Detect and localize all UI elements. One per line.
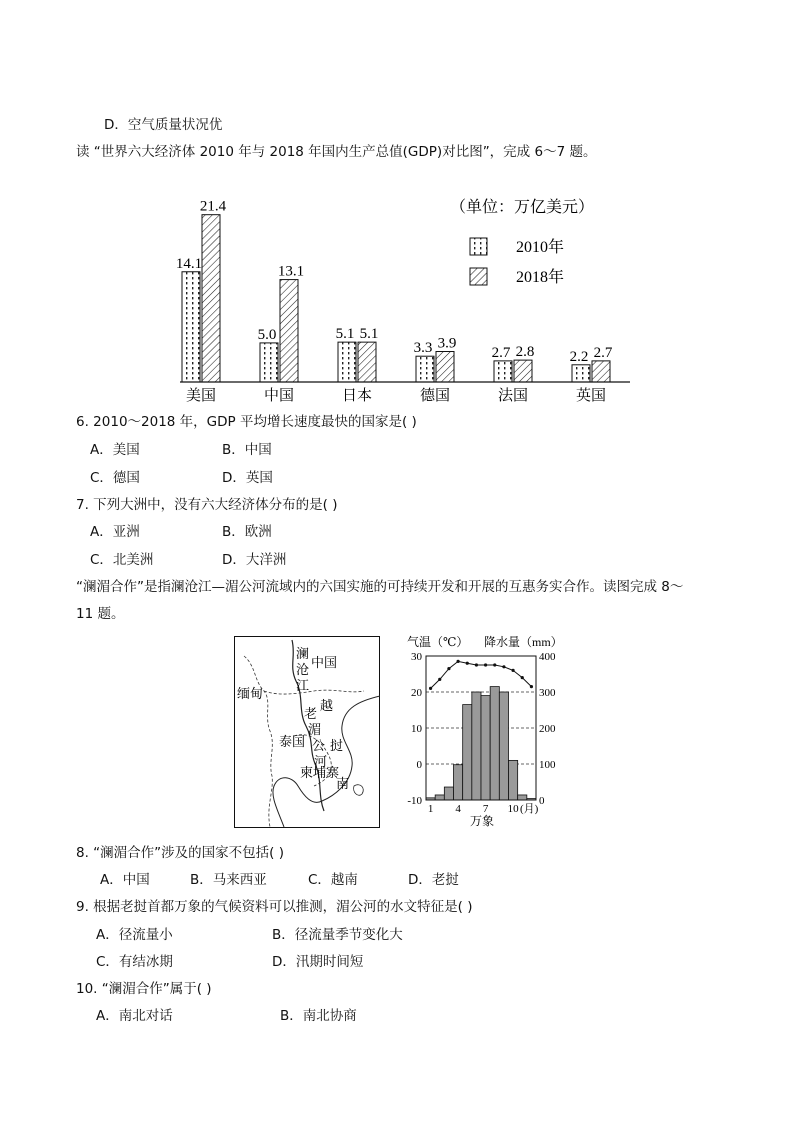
- map-label-jiang: 江: [296, 678, 310, 693]
- map-label-lan: 澜: [296, 646, 310, 661]
- gdp-category-label-0: 美国: [185, 388, 217, 404]
- temp-axis-title: 气温（℃）: [407, 635, 469, 649]
- question-8: 8. “澜湄合作”涉及的国家不包括( ): [76, 845, 284, 861]
- precip-bar-5: [463, 705, 472, 800]
- map-label-nan: 南: [336, 776, 350, 791]
- temperature-line: [431, 661, 532, 688]
- gdp-bar-2010-5: [572, 365, 590, 382]
- precip-bar-7: [481, 696, 490, 800]
- temp-point-4: [456, 660, 459, 663]
- legend-2010-label: 2010年: [516, 239, 565, 256]
- gdp-bar-2010-1: [260, 343, 278, 382]
- legend-2018-swatch: [470, 268, 487, 285]
- precip-bar-3: [444, 787, 453, 800]
- q7-option-d: D．大洋洲: [222, 552, 287, 568]
- mekong-map: [234, 636, 380, 828]
- precip-bar-9: [499, 692, 508, 800]
- q8-option-a: A．中国: [100, 872, 150, 888]
- gdp-category-label-2: 日本: [341, 388, 373, 404]
- month-tick-label: 1: [427, 803, 434, 815]
- precip-tick-label: 300: [539, 687, 556, 699]
- q8-option-b: B．马来西亚: [190, 872, 267, 888]
- gdp-value-label-2010-3: 3.3: [413, 340, 433, 357]
- q10-option-b: B．南北协商: [280, 1008, 357, 1024]
- temp-point-2: [438, 678, 441, 681]
- gdp-bar-2018-5: [592, 361, 610, 382]
- precip-axis-title: 降水量（mm）: [484, 635, 563, 649]
- gdp-value-label-2010-2: 5.1: [335, 326, 355, 343]
- map-label-cang: 沧: [296, 662, 310, 677]
- map-label-gong: 公: [312, 738, 326, 753]
- q9-option-c: C．有结冰期: [96, 954, 173, 970]
- temp-point-6: [475, 663, 478, 666]
- gdp-bar-2010-3: [416, 356, 434, 382]
- gdp-value-label-2010-4: 2.7: [491, 344, 511, 361]
- temp-tick-label: -10: [407, 795, 422, 807]
- q6-option-d: D．英国: [222, 470, 273, 486]
- gdp-value-label-2018-5: 2.7: [593, 344, 613, 361]
- temp-tick-label: 10: [411, 723, 422, 735]
- q7-option-c: C．北美洲: [90, 552, 154, 568]
- question-9: 9. 根据老挝首都万象的气候资料可以推测，湄公河的水文特征是( ): [76, 899, 473, 915]
- map-label-cambodia: 柬埔寨: [300, 765, 340, 780]
- map-label-yue: 越: [320, 698, 334, 713]
- map-label-wo: 挝: [330, 738, 344, 753]
- question-6: 6. 2010～2018 年，GDP 平均增长速度最快的国家是( ): [76, 414, 417, 430]
- precip-bar-2: [435, 795, 444, 800]
- q8-option-c: C．越南: [308, 872, 358, 888]
- intro-lancang-mekong-cont: 11 题。: [76, 606, 125, 622]
- gdp-unit-label: （单位：万亿美元）: [450, 199, 595, 216]
- map-label-myanmar: 缅甸: [237, 686, 264, 701]
- q6-option-c: C．德国: [90, 470, 140, 486]
- gdp-bar-2010-0: [182, 272, 200, 382]
- gdp-category-label-5: 英国: [575, 388, 607, 404]
- gdp-bar-2018-0: [202, 215, 220, 382]
- temp-point-8: [493, 663, 496, 666]
- gdp-value-label-2018-1: 13.1: [277, 263, 305, 280]
- gdp-value-label-2018-4: 2.8: [515, 344, 535, 361]
- gdp-bar-2018-4: [514, 360, 532, 382]
- temp-point-12: [530, 685, 533, 688]
- gdp-value-label-2018-2: 5.1: [359, 326, 379, 343]
- q5-option-d: D．空气质量状况优: [104, 117, 223, 133]
- gdp-category-label-3: 德国: [419, 388, 451, 404]
- precip-tick-label: 0: [539, 795, 545, 807]
- temp-point-10: [511, 669, 514, 672]
- gdp-category-label-4: 法国: [497, 388, 529, 404]
- intro-lancang-mekong: “澜湄合作”是指澜沧江—湄公河流域内的六国实施的可持续开发和开展的互惠务实合作。读图完成 8～: [76, 579, 684, 595]
- month-tick-label: 4: [455, 803, 461, 815]
- gdp-category-label-1: 中国: [263, 388, 295, 404]
- temp-point-7: [484, 663, 487, 666]
- gdp-value-label-2010-1: 5.0: [257, 326, 277, 343]
- gdp-bar-2018-1: [280, 280, 298, 382]
- precip-bar-8: [490, 687, 499, 800]
- precip-bar-11: [518, 795, 527, 800]
- temp-tick-label: 20: [411, 687, 422, 699]
- temp-point-11: [521, 676, 524, 679]
- precip-tick-label: 400: [539, 651, 556, 663]
- gdp-value-label-2010-5: 2.2: [569, 348, 589, 365]
- q7-option-a: A．亚洲: [90, 524, 140, 540]
- temp-tick-label: 0: [416, 759, 422, 771]
- precip-tick-label: 100: [539, 759, 556, 771]
- q9-option-a: A．径流量小: [96, 927, 173, 943]
- q9-option-b: B．径流量季节变化大: [272, 927, 403, 943]
- q6-option-b: B．中国: [222, 442, 272, 458]
- q7-option-b: B．欧洲: [222, 524, 272, 540]
- gdp-value-label-2018-0: 21.4: [199, 198, 227, 215]
- temp-point-3: [447, 667, 450, 670]
- question-10: 10. “澜湄合作”属于( ): [76, 981, 212, 997]
- map-label-lao: 老: [304, 706, 318, 721]
- map-label-thailand: 泰国: [279, 734, 306, 749]
- climate-station-label: 万象: [470, 814, 495, 828]
- gdp-bar-2010-2: [338, 342, 356, 382]
- precip-bar-10: [509, 760, 518, 800]
- map-label-mei: 湄: [308, 722, 322, 737]
- climate-chart: [392, 632, 572, 828]
- gdp-bar-2018-2: [358, 342, 376, 382]
- temp-tick-label: 30: [411, 651, 422, 663]
- intro-gdp: 读 “世界六大经济体 2010 年与 2018 年国内生产总值(GDP)对比图”，完成 6～7 题。: [76, 144, 597, 160]
- month-tick-label: 10: [507, 803, 519, 815]
- precip-bar-4: [454, 765, 463, 800]
- gdp-value-label-2010-0: 14.1: [175, 255, 203, 272]
- gdp-bar-2018-3: [436, 352, 454, 382]
- legend-2018-label: 2018年: [516, 269, 565, 286]
- q8-option-d: D．老挝: [408, 872, 459, 888]
- map-label-he: 河: [314, 754, 328, 769]
- precip-bar-6: [472, 692, 481, 800]
- temp-point-5: [466, 662, 469, 665]
- climate-x-unit: (月): [520, 803, 539, 815]
- precip-tick-label: 200: [539, 723, 556, 735]
- q9-option-d: D．汛期时间短: [272, 954, 364, 970]
- legend-2010-swatch: [470, 238, 487, 255]
- month-tick-label: 7: [482, 803, 489, 815]
- q10-option-a: A．南北对话: [96, 1008, 173, 1024]
- map-label-china: 中国: [311, 655, 338, 670]
- gdp-value-label-2018-3: 3.9: [437, 335, 457, 352]
- temp-point-1: [429, 687, 432, 690]
- temp-point-9: [502, 665, 505, 668]
- q6-option-a: A．美国: [90, 442, 140, 458]
- gdp-chart: [160, 182, 640, 408]
- gdp-bar-2010-4: [494, 361, 512, 382]
- question-7: 7. 下列大洲中，没有六大经济体分布的是( ): [76, 497, 338, 513]
